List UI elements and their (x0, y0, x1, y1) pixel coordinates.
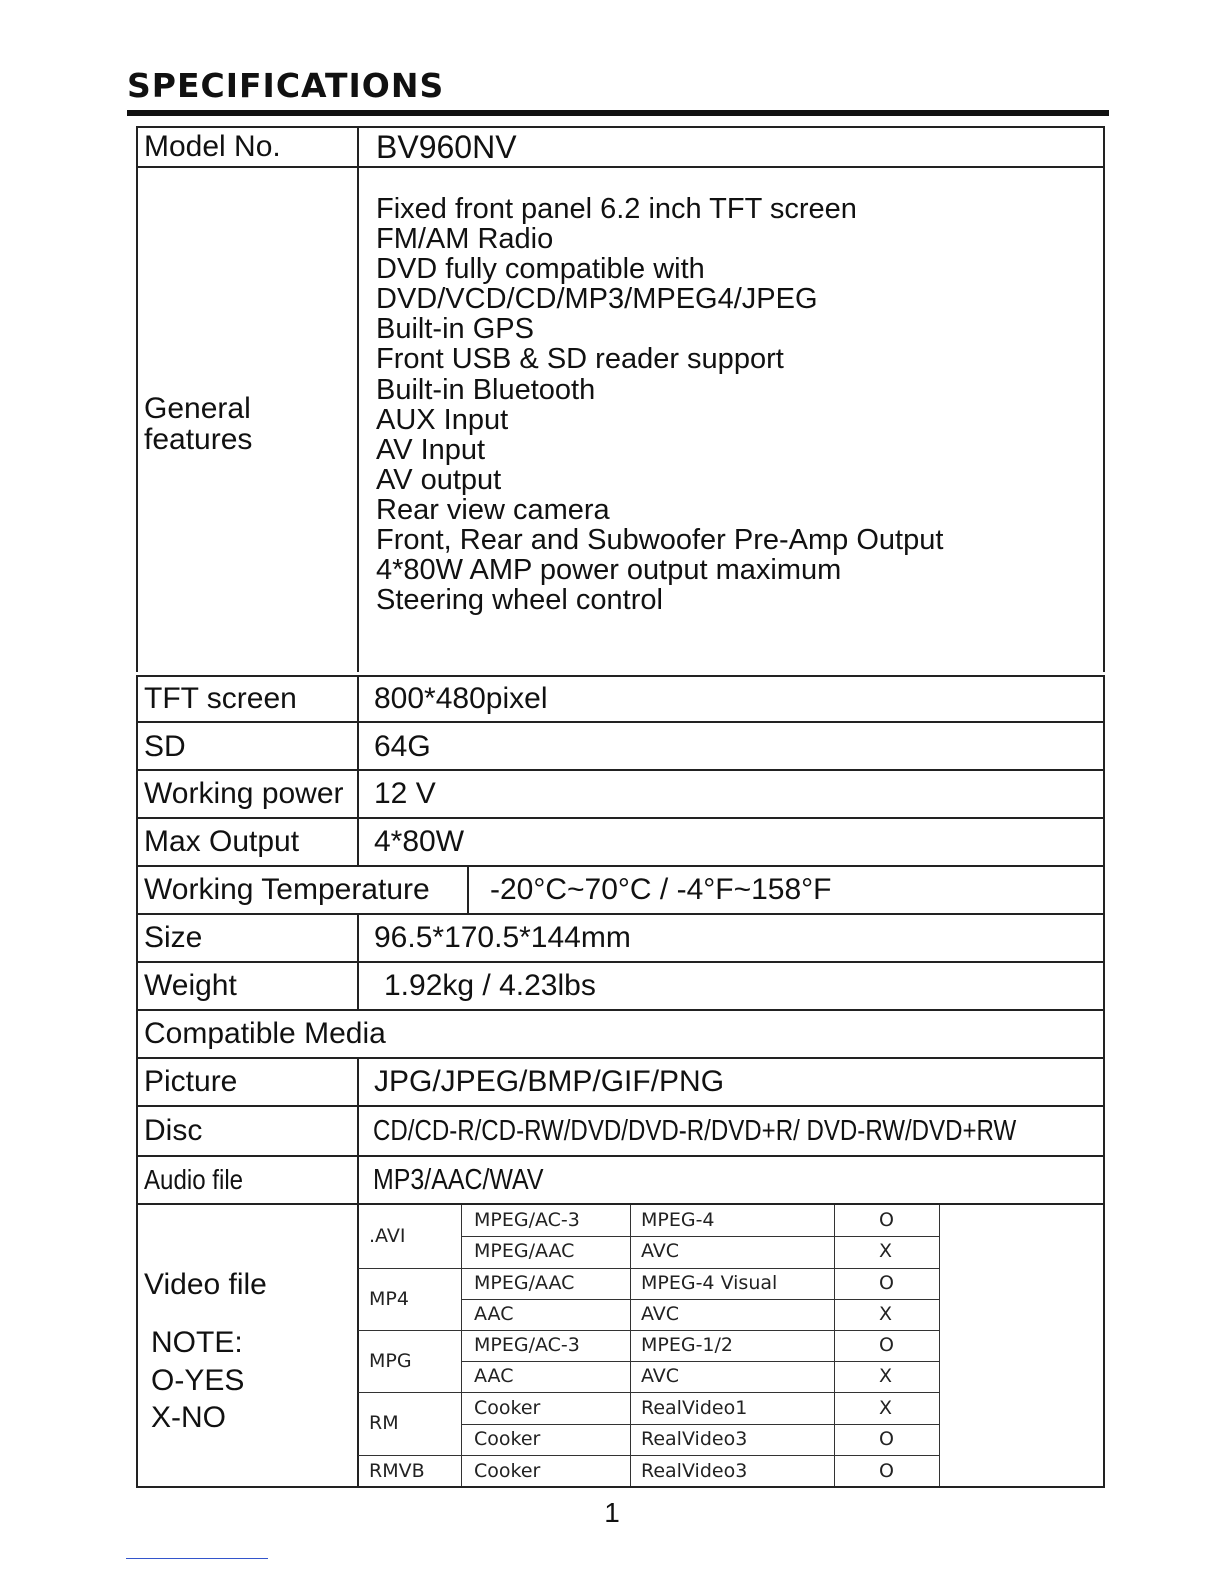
disc-label: Disc (144, 1114, 203, 1147)
note-yes: O-YES (151, 1364, 245, 1397)
bottom-underline (126, 1558, 268, 1559)
table-cell: X (879, 1303, 893, 1325)
table-cell: RealVideo3 (641, 1460, 748, 1482)
audio-label: Audio file (144, 1164, 244, 1195)
table-cell: RealVideo1 (641, 1397, 748, 1419)
list-item: DVD/VCD/CD/MP3/MPEG4/JPEG (376, 283, 818, 316)
temperature-label: Working Temperature (144, 873, 430, 906)
weight-value: 1.92kg / 4.23lbs (384, 969, 596, 1002)
table-cell: O (879, 1428, 894, 1450)
page-number: 1 (604, 1497, 620, 1528)
size-label: Size (144, 921, 203, 954)
weight-label: Weight (144, 969, 237, 1002)
list-item: Front, Rear and Subwoofer Pre-Amp Output (376, 524, 944, 557)
table-cell: AVC (641, 1365, 680, 1387)
tft-label: TFT screen (144, 682, 297, 715)
video-label: Video file (144, 1268, 267, 1301)
table-cell: AAC (474, 1365, 514, 1387)
picture-value: JPG/JPEG/BMP/GIF/PNG (374, 1065, 725, 1098)
sd-label: SD (144, 730, 186, 763)
model-label: Model No. (144, 130, 281, 163)
max-output-label: Max Output (144, 825, 300, 858)
table-cell: Cooker (474, 1397, 541, 1419)
power-value: 12 V (374, 777, 436, 810)
table-cell: X (879, 1240, 893, 1262)
container-rmvb: RMVB (369, 1460, 425, 1482)
page-title: SPECIFICATIONS (127, 66, 445, 105)
model-value: BV960NV (376, 129, 517, 165)
table-cell: Cooker (474, 1460, 541, 1482)
feature-list (376, 194, 943, 615)
table-cell: MPEG/AAC (474, 1240, 575, 1262)
list-item: Built-in Bluetooth (376, 373, 596, 406)
list-item: 4*80W AMP power output maximum (376, 554, 842, 587)
general-label-2: features (144, 423, 253, 456)
table-cell: O (879, 1272, 894, 1294)
picture-label: Picture (144, 1065, 238, 1098)
audio-value-wrap (373, 1163, 571, 1197)
list-item: AV Input (376, 433, 486, 466)
max-output-value: 4*80W (374, 825, 465, 858)
list-item: Built-in GPS (376, 313, 534, 346)
power-label: Working power (144, 777, 344, 810)
container-mp4: MP4 (369, 1288, 409, 1310)
size-value: 96.5*170.5*144mm (374, 921, 631, 954)
table-cell: AVC (641, 1303, 680, 1325)
note-title: NOTE: (151, 1326, 243, 1359)
table-cell: AAC (474, 1303, 514, 1325)
list-item: AV output (376, 463, 502, 496)
tft-value: 800*480pixel (374, 682, 548, 715)
table-cell: O (879, 1334, 894, 1356)
sd-value: 64G (374, 730, 431, 763)
compatible-media-label: Compatible Media (144, 1017, 386, 1050)
container-mpg: MPG (369, 1350, 412, 1372)
disc-value: CD/CD-R/CD-RW/DVD/DVD-R/DVD+R/ DVD-RW/DVD+RW (373, 1115, 1017, 1147)
list-item: Front USB & SD reader support (376, 343, 784, 376)
table-cell: RealVideo3 (641, 1428, 748, 1450)
temperature-value: -20°C~70°C / -4°F~158°F (490, 873, 832, 906)
list-item: Steering wheel control (376, 584, 663, 617)
table-cell: MPEG-1/2 (641, 1334, 734, 1356)
table-cell: MPEG-4 (641, 1209, 715, 1231)
list-item: Fixed front panel 6.2 inch TFT screen (376, 193, 857, 225)
list-item: FM/AM Radio (376, 223, 554, 256)
container-avi: .AVI (369, 1225, 406, 1247)
list-item: Rear view camera (376, 493, 610, 526)
list-item: AUX Input (376, 403, 509, 436)
audio-row (136, 1155, 1105, 1205)
sd-row (136, 721, 1105, 771)
table-cell: MPEG/AC-3 (474, 1334, 580, 1356)
model-row (136, 126, 1105, 168)
container-rm: RM (369, 1412, 399, 1434)
video-block (136, 1203, 1105, 1488)
weight-row (136, 961, 1105, 1011)
table-cell: AVC (641, 1240, 680, 1262)
general-label-1: General (144, 392, 251, 425)
table-cell: O (879, 1209, 894, 1231)
table-cell: MPEG/AAC (474, 1272, 575, 1294)
table-cell: X (879, 1397, 893, 1419)
table-cell: MPEG-4 Visual (641, 1272, 778, 1294)
note-no: X-NO (151, 1401, 226, 1434)
list-item: DVD fully compatible with (376, 253, 705, 286)
table-cell: MPEG/AC-3 (474, 1209, 580, 1231)
audio-label-wrap (144, 1163, 259, 1197)
table-cell: O (879, 1460, 894, 1482)
audio-value: MP3/AAC/WAV (373, 1164, 544, 1196)
table-cell: X (879, 1365, 893, 1387)
title-rule (127, 110, 1109, 116)
disc-value-wrap (373, 1114, 1148, 1148)
table-cell: Cooker (474, 1428, 541, 1450)
